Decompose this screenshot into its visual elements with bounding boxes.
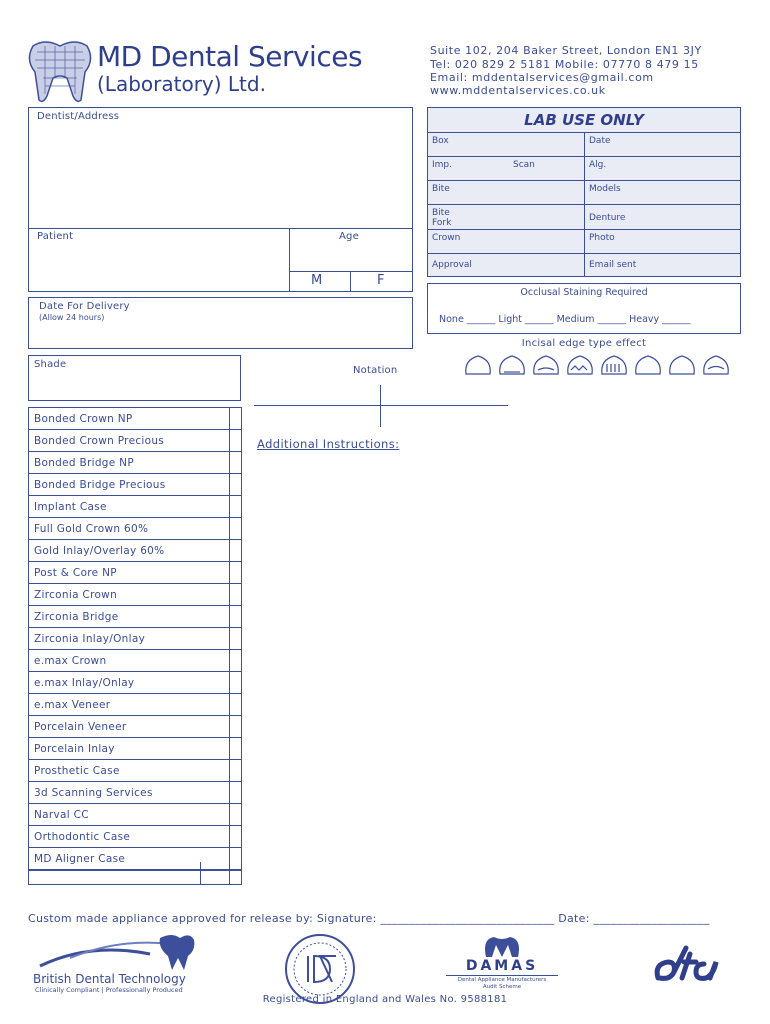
lab-cell-label: Box bbox=[432, 136, 449, 146]
checklist-item[interactable]: Bonded Bridge NP bbox=[29, 452, 241, 474]
lab-cell-date[interactable] bbox=[584, 132, 741, 156]
checklist-item[interactable]: MD Aligner Case bbox=[29, 848, 241, 870]
lab-cell-crown[interactable] bbox=[427, 229, 584, 253]
checklist-item[interactable]: Bonded Crown Precious bbox=[29, 430, 241, 452]
lab-cell-bite-fork[interactable] bbox=[427, 204, 584, 229]
tooth-logo-icon bbox=[25, 38, 95, 106]
bdt-logo bbox=[30, 932, 195, 994]
bdt-tooth-icon bbox=[30, 932, 195, 972]
shade-label: Shade bbox=[34, 359, 67, 370]
checklist-item[interactable]: Bonded Crown NP bbox=[29, 408, 241, 430]
lab-cell-label: Alg. bbox=[589, 160, 607, 170]
bdt-tagline: Clinically Compliant | Professionally Produced bbox=[35, 986, 183, 994]
lab-cell-label: Email sent bbox=[589, 260, 637, 270]
lab-cell-approval[interactable] bbox=[427, 253, 584, 277]
lab-cell-models[interactable] bbox=[584, 180, 741, 204]
checklist-item[interactable]: Post & Core NP bbox=[29, 562, 241, 584]
lab-cell-box[interactable] bbox=[427, 132, 584, 156]
dentist-address-field[interactable] bbox=[33, 126, 407, 224]
age-label: Age bbox=[339, 231, 359, 242]
product-checklist bbox=[28, 407, 242, 885]
divider bbox=[350, 271, 351, 292]
occlusal-staining-box bbox=[427, 283, 741, 334]
checklist-blank-row[interactable] bbox=[28, 862, 242, 885]
company-address: Suite 102, 204 Baker Street, London EN1 3JY bbox=[430, 44, 702, 57]
checklist-item[interactable]: e.max Inlay/Onlay bbox=[29, 672, 241, 694]
notation-vertical-line bbox=[380, 385, 381, 427]
checklist-item[interactable]: Orthodontic Case bbox=[29, 826, 241, 848]
incisal-edge-title: Incisal edge type effect bbox=[521, 338, 647, 349]
lab-use-grid bbox=[427, 132, 741, 277]
delivery-note: (Allow 24 hours) bbox=[39, 313, 105, 322]
damas-tooth-icon bbox=[446, 935, 558, 959]
company-email[interactable]: Email: mddentalservices@gmail.com bbox=[430, 71, 654, 84]
checklist-item[interactable]: Zirconia Bridge bbox=[29, 606, 241, 628]
sex-f-checkbox[interactable]: F bbox=[377, 273, 385, 288]
occlusal-staining-title: Occlusal Staining Required bbox=[520, 287, 648, 298]
registration-line: Registered in England and Wales No. 9588181 bbox=[262, 994, 508, 1005]
lab-cell-alg[interactable] bbox=[584, 156, 741, 180]
incisal-tooth-icons bbox=[462, 352, 744, 380]
lab-cell-photo[interactable] bbox=[584, 229, 741, 253]
delivery-label: Date For Delivery bbox=[39, 301, 130, 312]
lab-cell-denture[interactable] bbox=[584, 204, 741, 229]
checklist-item[interactable]: Gold Inlay/Overlay 60% bbox=[29, 540, 241, 562]
dentist-patient-box bbox=[28, 107, 413, 292]
company-name: MD Dental Services bbox=[97, 40, 363, 73]
damas-sub-2: Audit Scheme bbox=[482, 984, 522, 990]
occlusal-staining-options[interactable]: None ______ Light ______ Medium ______ Heavy ______ bbox=[439, 314, 691, 325]
notation-horizontal-line bbox=[254, 405, 508, 406]
checklist-item[interactable]: e.max Crown bbox=[29, 650, 241, 672]
divider bbox=[289, 228, 290, 292]
dentist-address-label: Dentist/Address bbox=[37, 111, 120, 122]
checklist-item[interactable]: Full Gold Crown 60% bbox=[29, 518, 241, 540]
delivery-box[interactable] bbox=[28, 297, 413, 349]
patient-label: Patient bbox=[37, 231, 74, 242]
company-website[interactable]: www.mddentalservices.co.uk bbox=[430, 84, 606, 97]
lab-cell-label: Models bbox=[589, 184, 621, 194]
lab-cell-imp[interactable] bbox=[427, 156, 584, 180]
lab-use-title: LAB USE ONLY bbox=[524, 111, 644, 129]
checklist-item[interactable]: Bonded Bridge Precious bbox=[29, 474, 241, 496]
checklist-item[interactable]: Porcelain Inlay bbox=[29, 738, 241, 760]
lab-cell-label: Photo bbox=[589, 233, 615, 243]
divider bbox=[200, 862, 201, 884]
age-field[interactable] bbox=[293, 246, 409, 268]
lab-cell-label: Approval bbox=[432, 260, 472, 270]
lab-cell-label: Imp. bbox=[432, 160, 452, 170]
lab-cell-bite[interactable] bbox=[427, 180, 584, 204]
lab-cell-email-sent[interactable] bbox=[584, 253, 741, 277]
checklist-item[interactable]: Prosthetic Case bbox=[29, 760, 241, 782]
additional-instructions-label: Additional Instructions: bbox=[257, 437, 400, 451]
checklist-item[interactable]: e.max Veneer bbox=[29, 694, 241, 716]
checklist-item[interactable]: Porcelain Veneer bbox=[29, 716, 241, 738]
incisal-edge-options[interactable] bbox=[462, 352, 744, 380]
additional-instructions-field[interactable] bbox=[254, 437, 694, 877]
damas-logo bbox=[446, 935, 558, 995]
checklist-item[interactable]: Narval CC bbox=[29, 804, 241, 826]
bdt-name: British Dental Technology bbox=[33, 972, 186, 986]
approval-signature-line[interactable]: Custom made appliance approved for release by: Signature: ______________________________ Date: ____________________ bbox=[28, 912, 710, 925]
lab-cell-label: Fork bbox=[432, 218, 452, 228]
lab-cell-label: Bite bbox=[432, 184, 450, 194]
company-phones: Tel: 020 829 2 5181 Mobile: 07770 8 479 15 bbox=[430, 58, 699, 71]
checklist-item[interactable]: Zirconia Inlay/Onlay bbox=[29, 628, 241, 650]
patient-field[interactable] bbox=[33, 246, 283, 288]
lab-cell-label: Crown bbox=[432, 233, 461, 243]
dta-logo-icon bbox=[650, 944, 740, 984]
lab-cell-scan-label: Scan bbox=[513, 160, 535, 170]
company-subtitle: (Laboratory) Ltd. bbox=[97, 72, 266, 96]
sex-m-checkbox[interactable]: M bbox=[311, 273, 323, 288]
damas-sub-1: Dental Appliance Manufacturers bbox=[457, 977, 547, 983]
notation-label: Notation bbox=[353, 365, 398, 376]
checklist-item[interactable]: Implant Case bbox=[29, 496, 241, 518]
checklist-item[interactable]: Zirconia Crown bbox=[29, 584, 241, 606]
divider bbox=[29, 228, 412, 229]
lab-cell-label: Denture bbox=[589, 213, 626, 223]
damas-name: DAMAS bbox=[465, 958, 539, 974]
divider bbox=[446, 975, 558, 976]
checklist-item[interactable]: 3d Scanning Services bbox=[29, 782, 241, 804]
shade-box[interactable] bbox=[28, 355, 241, 401]
lab-cell-label: Date bbox=[589, 136, 611, 146]
lab-cell-label: Bite bbox=[432, 208, 450, 218]
